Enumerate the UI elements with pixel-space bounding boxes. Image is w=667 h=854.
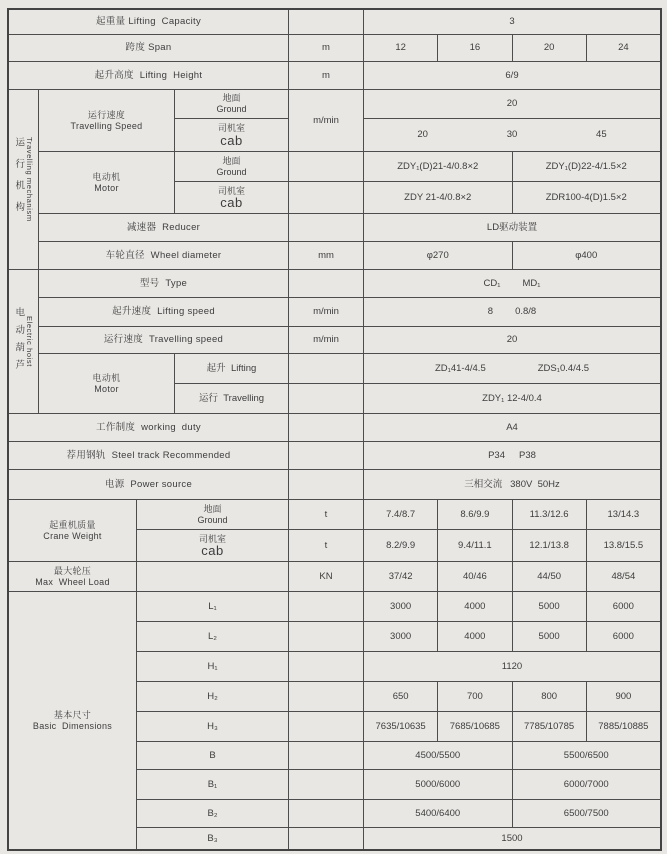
value-working-duty: A4 xyxy=(364,414,660,441)
value-lifting-capacity: 3 xyxy=(364,10,660,34)
dim-name-L1: L₁ xyxy=(137,592,288,621)
unit-cell-reducer xyxy=(289,214,363,241)
value-reducer: LD驱动装置 xyxy=(364,214,660,241)
value-cw-cab-3: 12.1/13.8 xyxy=(513,530,586,561)
travel-motor-label-en: Motor xyxy=(94,182,119,193)
unit-cell-L2 xyxy=(289,622,363,651)
bd-label-zh: 基本尺寸 xyxy=(53,709,92,720)
motor-cab-en: cab xyxy=(220,195,243,211)
value-L1-1: 3000 xyxy=(364,592,437,621)
ts-cab-v1: 20 xyxy=(417,129,428,141)
value-ts-ground: 20 xyxy=(364,90,660,118)
row-label-hoist-lifting-speed: 起升速度 Lifting speed xyxy=(39,298,288,326)
unit-cell-B1 xyxy=(289,770,363,799)
value-L1-4: 6000 xyxy=(587,592,660,621)
value-H2-4: 900 xyxy=(587,682,660,711)
unit-cell-cw-cab: t xyxy=(289,530,363,561)
value-H3-4: 7885/10885 xyxy=(587,712,660,741)
value-H3-1: 7635/10635 xyxy=(364,712,437,741)
dim-name-B1: B₁ xyxy=(137,770,288,799)
unit-cell-cw-ground: t xyxy=(289,500,363,529)
dim-name-B: B xyxy=(137,742,288,769)
value-H3-3: 7785/10785 xyxy=(513,712,586,741)
unit-cell-power-source xyxy=(289,470,363,499)
value-L1-2: 4000 xyxy=(438,592,511,621)
value-hoist-lifting-speed xyxy=(364,298,660,326)
value-hoist-motor-lifting xyxy=(364,354,660,383)
unit-cell-span: m xyxy=(289,35,363,61)
value-B1-2: 6000/7000 xyxy=(513,770,661,799)
row-label-travelling-speed xyxy=(39,90,174,151)
unit-cell-hoist-travelling-speed: m/min xyxy=(289,327,363,353)
value-cw-cab-1: 8.2/9.9 xyxy=(364,530,437,561)
sublabel-hoist-motor-lifting: 起升 Lifting xyxy=(175,354,288,383)
unit-cell-motor-cab xyxy=(289,182,363,213)
row-label-lifting-capacity: 起重量 Lifting Capacity xyxy=(9,10,288,34)
value-steel-track xyxy=(364,442,660,469)
sublabel-cw-ground xyxy=(137,500,288,529)
value-span-16: 16 xyxy=(438,35,511,61)
dim-name-L2: L₂ xyxy=(137,622,288,651)
sublabel-motor-ground xyxy=(175,152,288,181)
value-H1: 1120 xyxy=(364,652,660,681)
value-cw-ground-3: 11.3/12.6 xyxy=(513,500,586,529)
hoist-type-v2: MD₁ xyxy=(522,277,541,289)
sublabel-ts-cab xyxy=(175,119,288,151)
value-H2-3: 800 xyxy=(513,682,586,711)
value-lifting-height: 6/9 xyxy=(364,62,660,89)
crane-weight-label-zh: 起重机质量 xyxy=(49,519,96,530)
cw-cab-en: cab xyxy=(201,543,224,559)
value-H2-1: 650 xyxy=(364,682,437,711)
unit-cell-H1 xyxy=(289,652,363,681)
row-label-crane-weight xyxy=(9,500,136,561)
sublabel-cw-cab xyxy=(137,530,288,561)
motor-ground-en: Ground xyxy=(216,166,247,177)
row-label-reducer: 减速器 Reducer xyxy=(39,214,288,241)
sublabel-motor-cab xyxy=(175,182,288,213)
steel-track-v1: P34 xyxy=(488,449,505,461)
hoist-lifting-speed-v2: 0.8/8 xyxy=(515,306,537,318)
row-label-basic-dimensions xyxy=(9,592,136,849)
value-H3-2: 7685/10685 xyxy=(438,712,511,741)
unit-cell-mwl: KN xyxy=(289,562,363,591)
section-travelling-mechanism xyxy=(9,90,38,269)
value-B-2: 5500/6500 xyxy=(513,742,661,769)
value-ts-cab xyxy=(364,119,660,151)
unit-cell-lifting-height: m xyxy=(289,62,363,89)
value-L2-2: 4000 xyxy=(438,622,511,651)
value-motor-cab-1: ZDY 21-4/0.8×2 xyxy=(364,182,512,213)
ts-cab-zh: 司机室 xyxy=(217,123,245,134)
unit-cell-hoist-type xyxy=(289,270,363,297)
value-hoist-type xyxy=(364,270,660,297)
ts-cab-v3: 45 xyxy=(596,129,607,141)
value-B3: 1500 xyxy=(364,828,660,849)
value-B2-1: 5400/6400 xyxy=(364,800,512,827)
value-span-24: 24 xyxy=(587,35,660,61)
spec-table xyxy=(7,8,662,851)
cw-ground-en: Ground xyxy=(197,514,228,525)
row-label-steel-track: 荐用钢轨 Steel track Recommended xyxy=(9,442,288,469)
value-mwl-1: 37/42 xyxy=(364,562,437,591)
row-label-lifting-height: 起升高度 Lifting Height xyxy=(9,62,288,89)
cw-cab-zh: 司机室 xyxy=(198,533,226,544)
value-cw-ground-1: 7.4/8.7 xyxy=(364,500,437,529)
value-L2-3: 5000 xyxy=(513,622,586,651)
hoist-motor-label-zh: 电动机 xyxy=(92,372,121,383)
section-electric-hoist xyxy=(9,270,38,413)
row-label-span: 跨度 Span xyxy=(9,35,288,61)
unit-cell-motor-ground xyxy=(289,152,363,181)
dim-name-B2: B₂ xyxy=(137,800,288,827)
row-label-max-wheel-load xyxy=(9,562,136,591)
value-wheel-diameter-1: φ270 xyxy=(364,242,512,269)
unit-cell-B xyxy=(289,742,363,769)
ts-ground-en: Ground xyxy=(216,104,247,114)
value-B2-2: 6500/7500 xyxy=(513,800,661,827)
value-mwl-3: 44/50 xyxy=(513,562,586,591)
value-L2-1: 3000 xyxy=(364,622,437,651)
ts-ground-zh: 地面 xyxy=(222,93,241,104)
row-label-hoist-motor xyxy=(39,354,174,413)
travelling-speed-label-en: Travelling Speed xyxy=(70,120,143,131)
dim-name-H3: H₃ xyxy=(137,712,288,741)
unit-cell-B3 xyxy=(289,828,363,849)
hoist-type-v1: CD₁ xyxy=(483,277,501,289)
row-label-power-source: 电源 Power source xyxy=(9,470,288,499)
unit-cell-H2 xyxy=(289,682,363,711)
value-motor-ground-1: ZDY₁(D)21-4/0.8×2 xyxy=(364,152,512,181)
travel-motor-label-zh: 电动机 xyxy=(92,171,121,182)
value-cw-cab-4: 13.8/15.5 xyxy=(587,530,660,561)
sublabel-hoist-motor-travelling: 运行 Travelling xyxy=(175,384,288,413)
value-wheel-diameter-2: φ400 xyxy=(513,242,661,269)
travelling-speed-label-zh: 运行速度 xyxy=(87,109,126,120)
value-span-12: 12 xyxy=(364,35,437,61)
section-travelling-mechanism-en: Travelling mechanism xyxy=(25,137,35,222)
ts-cab-v2: 30 xyxy=(506,129,518,141)
value-H2-2: 700 xyxy=(438,682,511,711)
hoist-lifting-speed-v1: 8 xyxy=(487,306,494,318)
section-electric-hoist-en: Electric hoist xyxy=(25,316,35,367)
hoist-motor-lifting-v1: ZD₁41-4/4.5 xyxy=(435,362,486,374)
bd-label-en: Basic Dimensions xyxy=(32,720,113,731)
motor-ground-zh: 地面 xyxy=(222,155,241,166)
unit-cell-hoist-motor-travelling xyxy=(289,384,363,413)
unit-cell-B2 xyxy=(289,800,363,827)
value-cw-ground-4: 13/14.3 xyxy=(587,500,660,529)
unit-cell-lifting-capacity xyxy=(289,10,363,34)
mwl-label-en: Max Wheel Load xyxy=(35,576,110,587)
value-L1-3: 5000 xyxy=(513,592,586,621)
value-motor-cab-2: ZDR100-4(D)1.5×2 xyxy=(513,182,661,213)
value-mwl-2: 40/46 xyxy=(438,562,511,591)
row-label-wheel-diameter: 车轮直径 Wheel diameter xyxy=(39,242,288,269)
hoist-motor-label-en: Motor xyxy=(94,383,119,394)
ts-cab-en: cab xyxy=(220,132,243,148)
value-cw-ground-2: 8.6/9.9 xyxy=(438,500,511,529)
value-power-source: 三相交流 380V 50Hz xyxy=(364,470,660,499)
crane-weight-label-en: Crane Weight xyxy=(43,530,102,541)
dim-name-H2: H₂ xyxy=(137,682,288,711)
unit-cell-steel-track xyxy=(289,442,363,469)
value-hoist-motor-travelling: ZDY₁ 12-4/0.4 xyxy=(364,384,660,413)
value-span-20: 20 xyxy=(513,35,586,61)
section-electric-hoist-zh: 电动葫芦 xyxy=(13,306,25,377)
row-label-working-duty: 工作制度 working duty xyxy=(9,414,288,441)
unit-cell-hoist-lifting-speed: m/min xyxy=(289,298,363,326)
value-mwl-4: 48/54 xyxy=(587,562,660,591)
value-B-1: 4500/5500 xyxy=(364,742,512,769)
unit-cell-wheel-diameter: mm xyxy=(289,242,363,269)
value-motor-ground-2: ZDY₁(D)22-4/1.5×2 xyxy=(513,152,661,181)
value-L2-4: 6000 xyxy=(587,622,660,651)
mwl-label-zh: 最大轮压 xyxy=(53,565,92,576)
unit-cell-L1 xyxy=(289,592,363,621)
cw-ground-zh: 地面 xyxy=(203,503,222,514)
unit-cell-working-duty xyxy=(289,414,363,441)
steel-track-v2: P38 xyxy=(519,449,536,461)
motor-cab-zh: 司机室 xyxy=(217,185,245,196)
sublabel-mwl-empty xyxy=(137,562,288,591)
unit-cell-travelling-speed: m/min xyxy=(289,90,363,151)
row-label-hoist-travelling-speed: 运行速度 Travelling speed xyxy=(39,327,288,353)
value-cw-cab-2: 9.4/11.1 xyxy=(438,530,511,561)
section-travelling-mechanism-zh: 运行机构 xyxy=(13,136,25,223)
unit-cell-hoist-motor-lifting xyxy=(289,354,363,383)
value-B1-1: 5000/6000 xyxy=(364,770,512,799)
sublabel-ts-ground xyxy=(175,90,288,118)
hoist-motor-lifting-v2: ZDS₁0.4/4.5 xyxy=(537,362,589,374)
row-label-hoist-type: 型号 Type xyxy=(39,270,288,297)
dim-name-H1: H₁ xyxy=(137,652,288,681)
value-hoist-travelling-speed: 20 xyxy=(364,327,660,353)
unit-cell-H3 xyxy=(289,712,363,741)
dim-name-B3: B₃ xyxy=(137,828,288,849)
row-label-travel-motor xyxy=(39,152,174,213)
